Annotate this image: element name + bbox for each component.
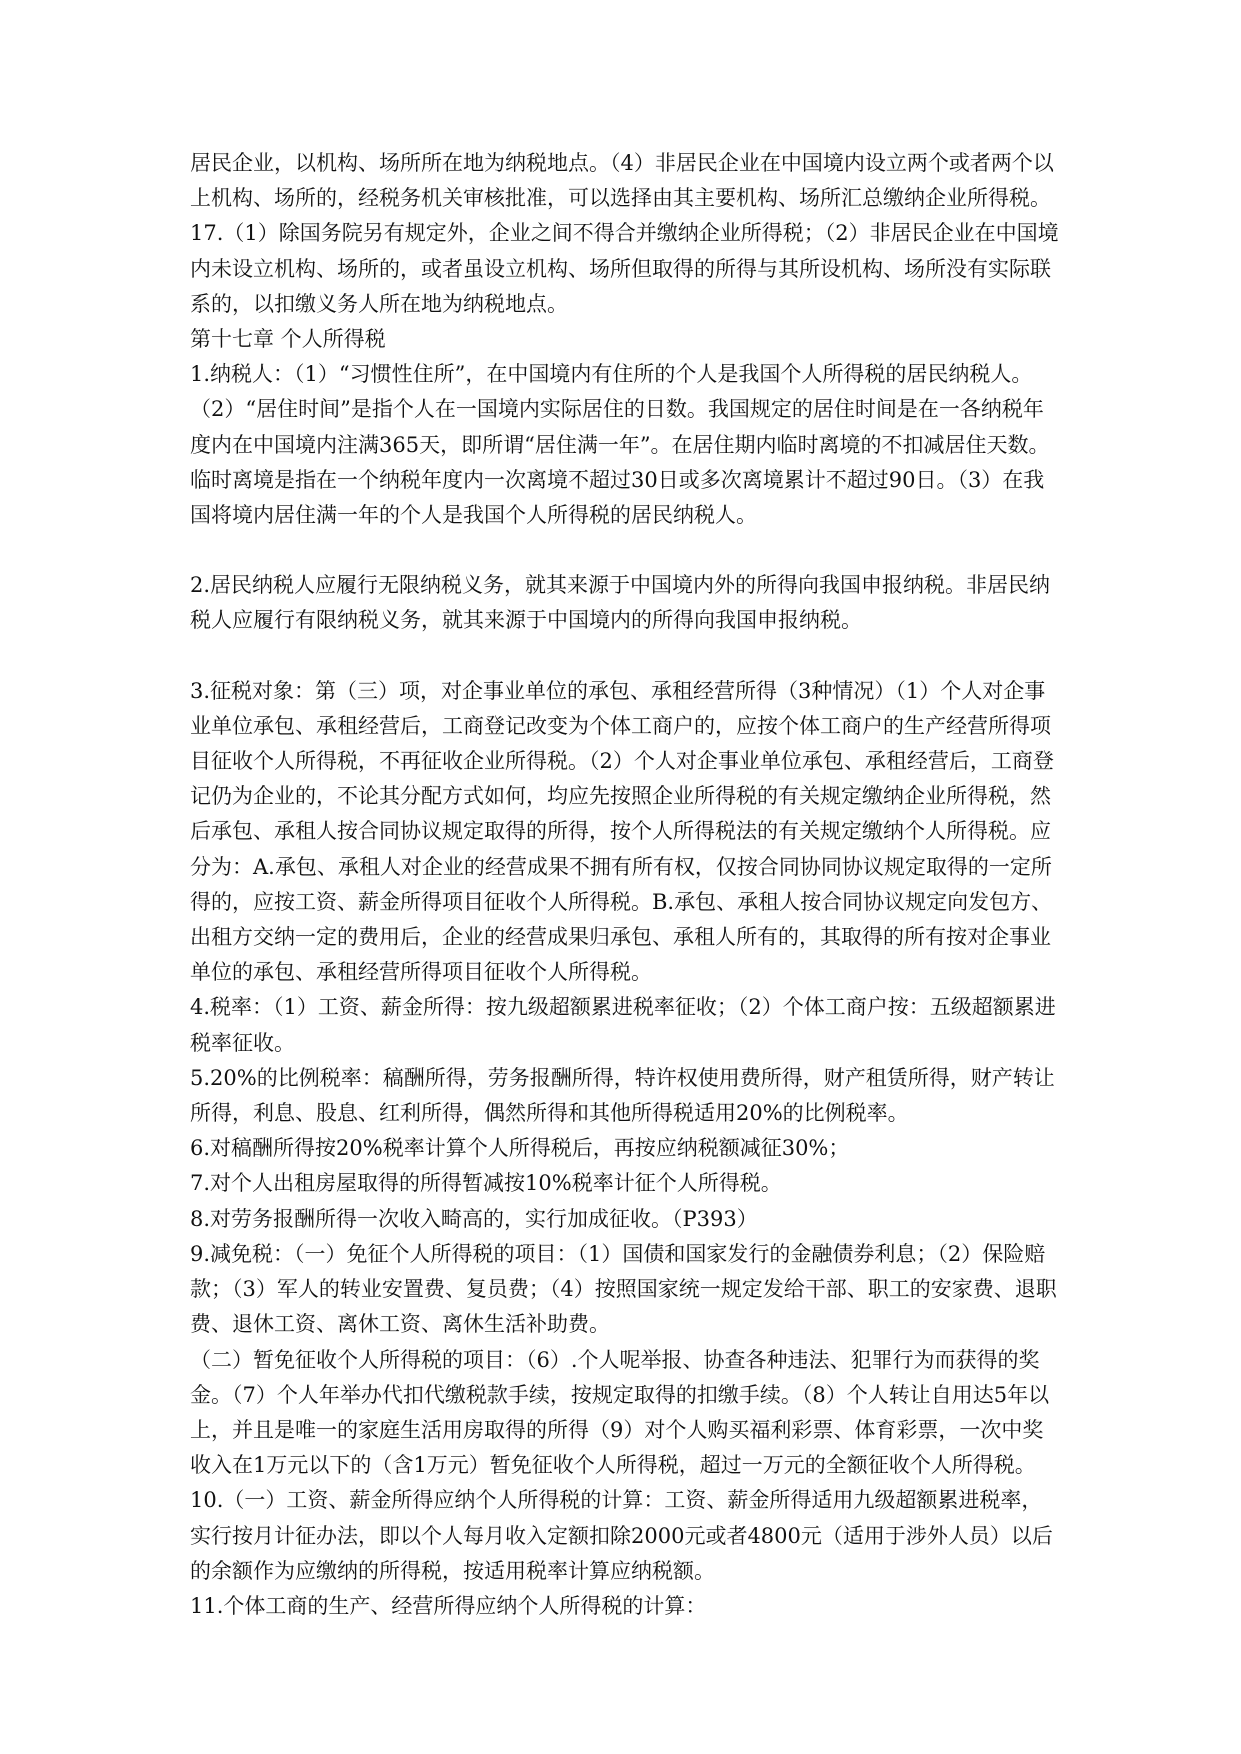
paragraph-5-proportional-rate: 5.20%的比例税率：稿酬所得，劳务报酬所得，特许权使用费所得，财产租赁所得，财产转让所得，利息、股息、红利所得，偶然所得和其他所得税适用20%的比例税率。 bbox=[190, 1065, 1055, 1126]
paragraph-7-rental: 7.对个人出租房屋取得的所得暂减按10%税率计征个人所得税。 bbox=[190, 1171, 782, 1196]
paragraph-3-tax-object: 3.征税对象：第（三）项，对企事业单位的承包、承租经营所得（3种情况）（1）个人对企事业单位承包、承租经营后，工商登记改变为个体工商户的，应按个体工商户的生产经营所得项目征收个人所得税，不再征收企业所得税。（2）个人对企事业单位承包、承租经营后，工商登记仍为企业的，不论其分配方式如何，均应先按照企业所得税的有关规定缴纳企业所得税，然后承包、承租人按合同协议规定取得的所得，按个人所得税法的有关规定缴纳个人所得税。应分为：A.承包、承租人对企业的经营成果不拥有所有权，仅按合同协同协议规定取得的一定所得的，应按工资、薪金所得项目征收个人所得税。B.承包、承租人按合同协议规定向发包方、出租方交纳一定的费用后，企业的经营成果归承包、承租人所有的，其取得的所有按对企事业单位的承包、承租经营所得项目征收个人所得税。 bbox=[190, 678, 1054, 985]
paragraph-17: 17.（1）除国务院另有规定外，企业之间不得合并缴纳企业所得税；（2）非居民企业在中国境内未设立机构、场所的，或者虽设立机构、场所但取得的所得与其所设机构、场所没有实际联系的，以扣缴义务人所在地为纳税地点。 bbox=[190, 221, 1059, 316]
chapter-heading: 第十七章 个人所得税 bbox=[190, 327, 386, 352]
paragraph-11-business-income: 11.个体工商的生产、经营所得应纳个人所得税的计算： bbox=[190, 1593, 707, 1618]
paragraph-9-exemptions: 9.减免税：（一）免征个人所得税的项目：（1）国债和国家发行的金融债券利息；（2）保险赔款；（3）军人的转业安置费、复员费；（4）按照国家统一规定发给干部、职工的安家费、退职费、退休工资、离休工资、离休生活补助费。 bbox=[190, 1241, 1057, 1337]
paragraph-6-royalty: 6.对稿酬所得按20%税率计算个人所得税后，再按应纳税额减征30%； bbox=[190, 1136, 850, 1161]
paragraph-10-wage-calculation: 10.（一）工资、薪金所得应纳个人所得税的计算：工资、薪金所得适用九级超额累进税率，实行按月计征办法，即以个人每月收入定额扣除2000元或者4800元（适用于涉外人员）以后的余额作为应缴纳的所得税，按适用税率计算应纳税额。 bbox=[190, 1488, 1053, 1583]
paragraph-4-tax-rate: 4.税率：（1）工资、薪金所得：按九级超额累进税率征收；（2）个体工商户按：五级超额累进税率征收。 bbox=[190, 995, 1056, 1055]
paragraph-8-labor: 8.对劳务报酬所得一次收入畸高的，实行加成征收。（P393） bbox=[190, 1206, 758, 1231]
paragraph-9-temporary-exemptions: （二）暂免征收个人所得税的项目：（6）.个人呢举报、协查各种违法、犯罪行为而获得的奖金。（7）个人年举办代扣代缴税款手续，按规定取得的扣缴手续。（8）个人转让自用达5年以上，并且是唯一的家庭生活用房取得的所得（9）对个人购买福利彩票、体育彩票，一次中奖收入在1万元以下的（含1万元）暂免征收个人所得税，超过一万元的全额征收个人所得税。 bbox=[190, 1347, 1050, 1478]
paragraph-residence-taxation-place: 居民企业，以机构、场所所在地为纳税地点。（4）非居民企业在中国境内设立两个或者两个以上机构、场所的，经税务机关审核批准，可以选择由其主要机构、场所汇总缴纳企业所得税。 bbox=[190, 151, 1054, 211]
document-body bbox=[190, 146, 1060, 1624]
paragraph-1-taxpayer: 1.纳税人：（1）“习惯性住所”，在中国境内有住所的个人是我国个人所得税的居民纳税人。（2）“居住时间”是指个人在一国境内实际居住的日数。我国规定的居住时间是在一各纳税年度内在中国境内注满365天，即所谓“居住满一年”。在居住期内临时离境的不扣减居住天数。临时离境是指在一个纳税年度内一次离境不超过30日或多次离境累计不超过90日。（3）在我国将境内居住满一年的个人是我国个人所得税的居民纳税人。 bbox=[190, 362, 1050, 528]
paragraph-2-obligations: 2.居民纳税人应履行无限纳税义务，就其来源于中国境内外的所得向我国申报纳税。非居民纳税人应履行有限纳税义务，就其来源于中国境内的所得向我国申报纳税。 bbox=[190, 573, 1051, 633]
